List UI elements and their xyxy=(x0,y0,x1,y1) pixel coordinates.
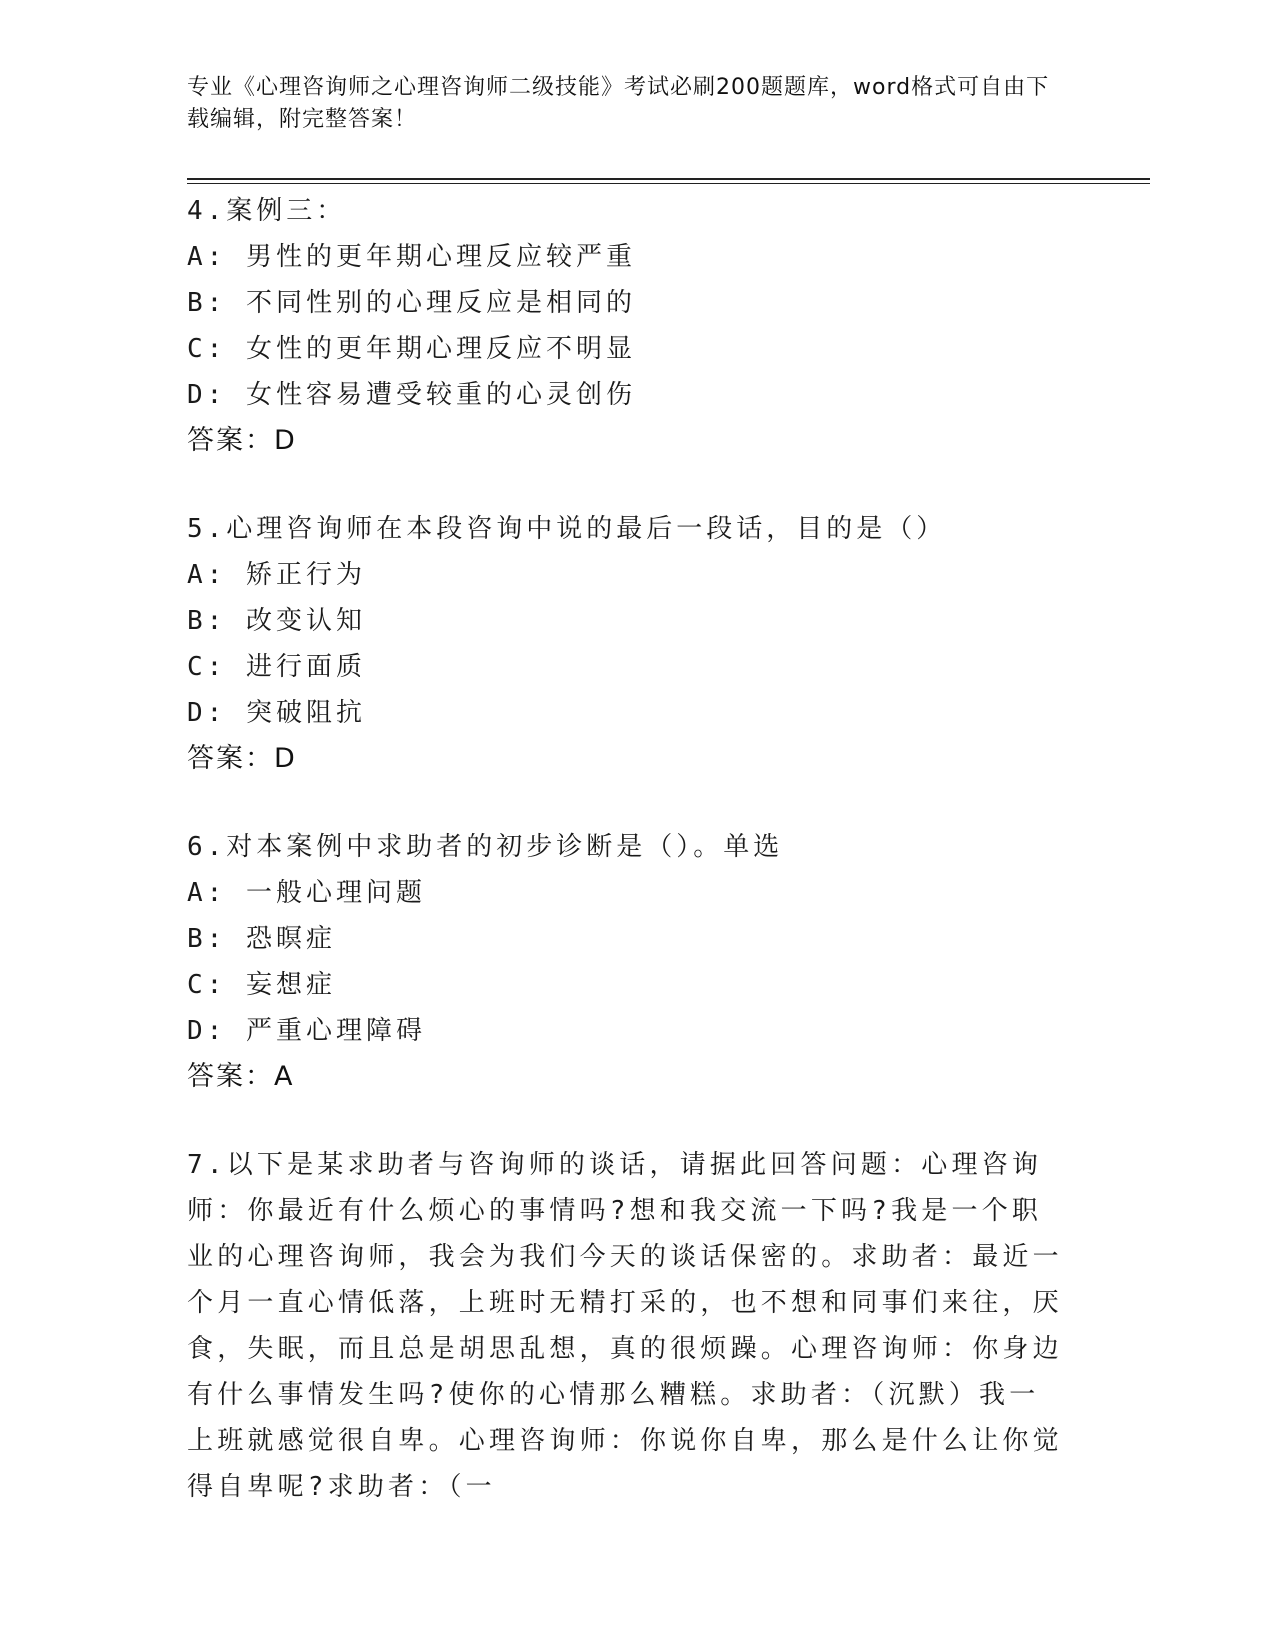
option-a: A: 男性的更年期心理反应较严重 xyxy=(187,242,636,272)
document-header: 专业《心理咨询师之心理咨询师二级技能》考试必刷200题题库，word格式可自由下载编辑，附完整答案！ xyxy=(187,75,1050,132)
option-a: A: 一般心理问题 xyxy=(187,878,426,908)
option-d: D: 严重心理障碍 xyxy=(187,1016,426,1046)
question-stem: 4.案例三： xyxy=(187,196,347,226)
question-stem: 7.以下是某求助者与咨询师的谈话，请据此回答问题：心理咨询师：你最近有什么烦心的事情吗?想和我交流一下吗?我是一个职业的心理咨询师，我会为我们今天的谈话保密的。求助者：最近一个月一直心情低落，上班时无精打采的，也不想和同事们来往，厌食，失眠，而且总是胡思乱想，真的很烦躁。心理咨询师：你身边有什么事情发生吗?使你的心情那么糟糕。求助者：（沉默）我一上班就感觉很自卑。心理咨询师：你说你自卑，那么是什么让你觉得自卑呢?求助者：（一 xyxy=(187,1150,1063,1502)
option-b: B: 恐暝症 xyxy=(187,924,336,954)
option-c: C: 妄想症 xyxy=(187,970,336,1000)
header-divider-thin xyxy=(187,183,1150,184)
option-c: C: 进行面质 xyxy=(187,652,366,682)
question-7 xyxy=(187,1142,1067,1510)
answer-label: 答案：A xyxy=(187,1061,295,1092)
question-stem: 6.对本案例中求助者的初步诊断是（）。单选 xyxy=(187,832,784,862)
answer-label: 答案：D xyxy=(187,425,297,456)
option-a: A: 矫正行为 xyxy=(187,560,366,590)
answer-label: 答案：D xyxy=(187,743,297,774)
option-d: D: 突破阻抗 xyxy=(187,698,366,728)
option-b: B: 改变认知 xyxy=(187,606,366,636)
question-6 xyxy=(187,824,1067,1100)
option-b: B: 不同性别的心理反应是相同的 xyxy=(187,288,636,318)
option-c: C: 女性的更年期心理反应不明显 xyxy=(187,334,636,364)
question-list xyxy=(187,188,1067,1552)
header-divider-thick xyxy=(187,178,1150,180)
question-5 xyxy=(187,506,1067,782)
option-d: D: 女性容易遭受较重的心灵创伤 xyxy=(187,380,636,410)
question-4 xyxy=(187,188,1067,464)
question-stem: 5.心理咨询师在本段咨询中说的最后一段话，目的是（） xyxy=(187,514,947,544)
